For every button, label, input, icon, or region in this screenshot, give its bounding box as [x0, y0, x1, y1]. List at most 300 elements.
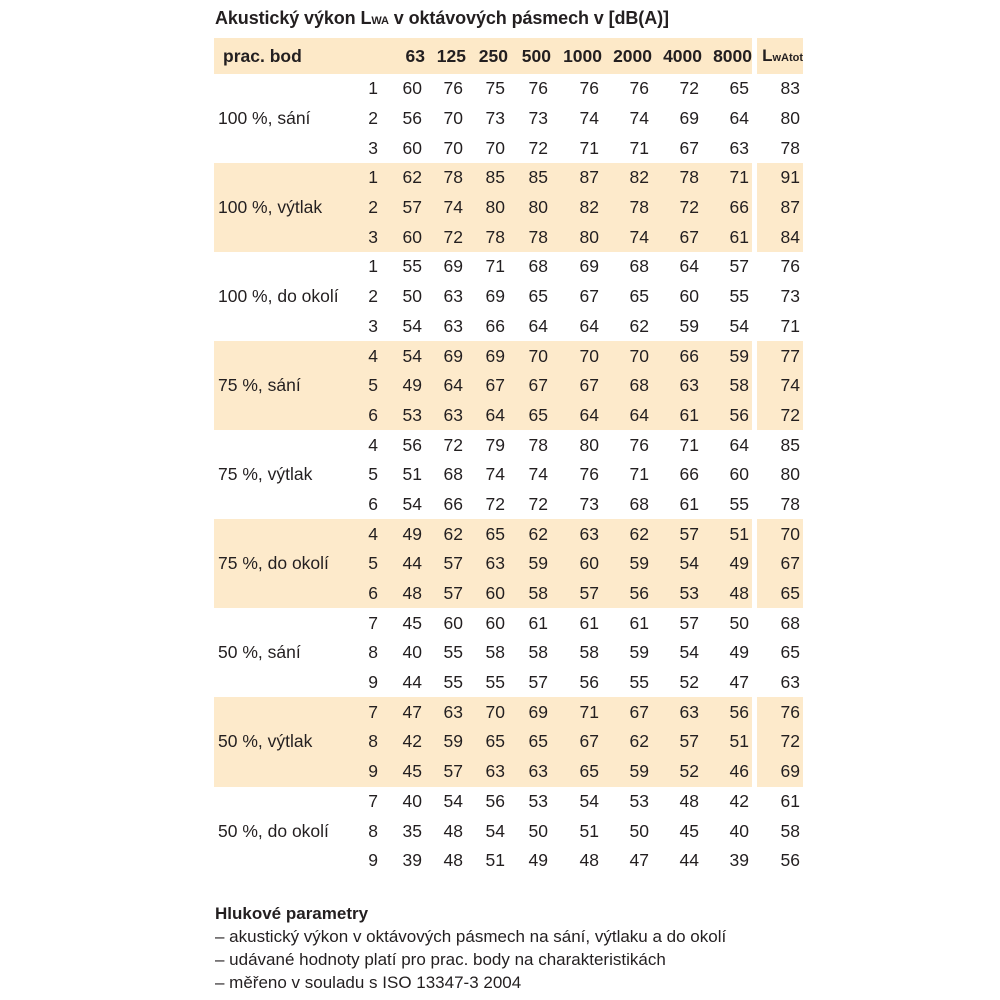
band-value-cell: 67: [679, 137, 699, 158]
work-point-number: 4: [352, 341, 382, 371]
band-value-cell: 72: [443, 434, 463, 455]
work-point-number: 3: [368, 137, 378, 158]
band-value-cell: 72: [679, 78, 699, 99]
band-value-cell: 62: [382, 163, 425, 193]
band-value-cell: 55: [402, 256, 422, 277]
total-value-cell: 77: [757, 341, 803, 371]
total-value-cell: 58: [780, 820, 800, 841]
band-value-cell: 72: [652, 193, 702, 223]
band-value-cell: 62: [508, 519, 551, 549]
row-group: [214, 163, 803, 252]
band-value-cell: 73: [528, 108, 548, 129]
row-group: [214, 74, 803, 163]
work-point-number: 8: [368, 820, 378, 841]
band-value-cell: 65: [551, 757, 602, 787]
work-point-number: 3: [352, 222, 382, 252]
band-value-cell: 48: [382, 579, 425, 609]
band-value-cell: 72: [485, 493, 505, 514]
band-value-cell: 60: [382, 222, 425, 252]
work-point-label: 50 %, sání: [218, 642, 301, 663]
band-value-cell: 56: [485, 790, 505, 811]
band-value-cell: 72: [425, 222, 466, 252]
band-value-cell: 50: [528, 820, 548, 841]
band-value-cell: 82: [602, 163, 652, 193]
band-value-cell: 80: [508, 193, 551, 223]
band-value-cell: 57: [528, 672, 548, 693]
band-value-cell: 73: [579, 493, 599, 514]
work-point-number: 9: [352, 757, 382, 787]
band-value-cell: 44: [382, 549, 425, 579]
notes-title: Hlukové parametry: [215, 904, 369, 923]
total-value-cell: 65: [757, 579, 803, 609]
work-point-number: 6: [368, 493, 378, 514]
work-point-number: 4: [352, 519, 382, 549]
total-value-cell: 78: [780, 137, 800, 158]
band-value-cell: 59: [508, 549, 551, 579]
band-value-cell: 54: [402, 315, 422, 336]
band-value-cell: 70: [551, 341, 602, 371]
table-row: [214, 608, 803, 638]
band-value-cell: 64: [602, 401, 652, 431]
band-value-cell: 64: [729, 108, 749, 129]
band-value-cell: 59: [629, 642, 649, 663]
band-value-cell: 76: [528, 78, 548, 99]
table-row: [214, 430, 803, 460]
band-value-cell: 60: [485, 612, 505, 633]
band-value-cell: 66: [679, 464, 699, 485]
band-value-cell: 55: [729, 286, 749, 307]
title-suffix: v oktávových pásmech v [dB(A)]: [388, 8, 669, 28]
band-value-cell: 67: [579, 286, 599, 307]
band-value-cell: 55: [629, 672, 649, 693]
band-value-cell: 76: [579, 78, 599, 99]
band-value-cell: 69: [485, 286, 505, 307]
work-point-number: 7: [368, 612, 378, 633]
table-title: [215, 8, 669, 29]
row-group: [214, 787, 803, 876]
work-point-number: 2: [352, 193, 382, 223]
band-value-cell: 69: [508, 697, 551, 727]
band-value-cell: 52: [652, 757, 702, 787]
band-value-cell: 47: [629, 850, 649, 871]
band-value-cell: 65: [466, 727, 508, 757]
total-value-cell: 71: [780, 315, 800, 336]
band-value-cell: 54: [402, 493, 422, 514]
band-value-cell: 63: [425, 697, 466, 727]
work-point-label: 75 %, do okolí: [214, 519, 352, 608]
band-value-cell: 71: [579, 137, 599, 158]
band-value-cell: 61: [629, 612, 649, 633]
band-value-cell: 67: [551, 727, 602, 757]
row-group: [214, 697, 803, 786]
band-value-cell: 65: [528, 286, 548, 307]
band-value-cell: 54: [579, 790, 599, 811]
band-value-cell: 63: [551, 519, 602, 549]
band-value-cell: 80: [466, 193, 508, 223]
band-value-cell: 55: [443, 642, 463, 663]
band-value-cell: 78: [602, 193, 652, 223]
band-value-cell: 56: [702, 401, 752, 431]
band-value-cell: 87: [551, 163, 602, 193]
table-row: [214, 519, 803, 549]
band-value-cell: 51: [702, 519, 752, 549]
band-value-cell: 71: [679, 434, 699, 455]
band-value-cell: 66: [443, 493, 463, 514]
header-band: 125: [425, 38, 466, 74]
band-value-cell: 59: [702, 341, 752, 371]
band-value-cell: 63: [652, 371, 702, 401]
total-value-cell: 80: [780, 464, 800, 485]
work-point-number: 7: [352, 697, 382, 727]
notes-item: – akustický výkon v oktávových pásmech na sání, výtlaku a do okolí: [215, 927, 727, 946]
title-subscript: WA: [371, 15, 389, 27]
work-point-label: 100 %, do okolí: [218, 286, 339, 307]
band-value-cell: 72: [528, 493, 548, 514]
band-value-cell: 56: [402, 108, 422, 129]
band-value-cell: 74: [629, 108, 649, 129]
band-value-cell: 63: [443, 286, 463, 307]
band-value-cell: 50: [729, 612, 749, 633]
band-value-cell: 67: [466, 371, 508, 401]
band-value-cell: 56: [402, 434, 422, 455]
total-value-cell: 67: [757, 549, 803, 579]
band-value-cell: 45: [679, 820, 699, 841]
band-value-cell: 64: [528, 315, 548, 336]
band-value-cell: 60: [402, 137, 422, 158]
work-point-number: 8: [368, 642, 378, 663]
total-value-cell: 69: [757, 757, 803, 787]
band-value-cell: 54: [485, 820, 505, 841]
total-value-cell: 68: [780, 612, 800, 633]
band-value-cell: 64: [679, 256, 699, 277]
work-point-number: 9: [368, 850, 378, 871]
work-point-number: 7: [368, 790, 378, 811]
band-value-cell: 49: [382, 519, 425, 549]
band-value-cell: 68: [443, 464, 463, 485]
band-value-cell: 71: [702, 163, 752, 193]
band-value-cell: 48: [443, 820, 463, 841]
band-value-cell: 49: [729, 642, 749, 663]
total-value-cell: 56: [780, 850, 800, 871]
band-value-cell: 63: [508, 757, 551, 787]
total-value-cell: 76: [780, 256, 800, 277]
work-point-label: 100 %, sání: [218, 108, 311, 129]
band-value-cell: 67: [652, 222, 702, 252]
band-value-cell: 74: [528, 464, 548, 485]
band-value-cell: 60: [679, 286, 699, 307]
band-value-cell: 68: [528, 256, 548, 277]
band-value-cell: 44: [679, 850, 699, 871]
header-total-prefix: L: [762, 46, 773, 65]
band-value-cell: 51: [485, 850, 505, 871]
total-value-cell: 72: [757, 727, 803, 757]
band-value-cell: 63: [729, 137, 749, 158]
band-value-cell: 69: [679, 108, 699, 129]
band-value-cell: 62: [602, 519, 652, 549]
band-value-cell: 60: [466, 579, 508, 609]
band-value-cell: 71: [629, 464, 649, 485]
band-value-cell: 39: [729, 850, 749, 871]
band-value-cell: 55: [443, 672, 463, 693]
band-value-cell: 68: [629, 256, 649, 277]
band-value-cell: 69: [443, 256, 463, 277]
band-value-cell: 40: [729, 820, 749, 841]
band-value-cell: 63: [443, 315, 463, 336]
band-value-cell: 57: [679, 612, 699, 633]
band-value-cell: 70: [443, 137, 463, 158]
band-value-cell: 74: [602, 222, 652, 252]
work-point-number: 2: [368, 108, 378, 129]
band-value-cell: 78: [425, 163, 466, 193]
row-group: [214, 430, 803, 519]
band-value-cell: 75: [485, 78, 505, 99]
band-value-cell: 40: [402, 642, 422, 663]
band-value-cell: 68: [629, 493, 649, 514]
band-value-cell: 59: [425, 727, 466, 757]
band-value-cell: 76: [629, 78, 649, 99]
band-value-cell: 65: [466, 519, 508, 549]
band-value-cell: 58: [485, 642, 505, 663]
band-value-cell: 70: [602, 341, 652, 371]
notes-section: [215, 902, 726, 994]
band-value-cell: 48: [702, 579, 752, 609]
band-value-cell: 65: [729, 78, 749, 99]
band-value-cell: 57: [425, 549, 466, 579]
band-value-cell: 57: [551, 579, 602, 609]
band-value-cell: 54: [652, 549, 702, 579]
band-value-cell: 65: [508, 401, 551, 431]
band-value-cell: 55: [485, 672, 505, 693]
total-value-cell: 63: [780, 672, 800, 693]
band-value-cell: 82: [551, 193, 602, 223]
band-value-cell: 71: [629, 137, 649, 158]
total-value-cell: 87: [757, 193, 803, 223]
band-value-cell: 56: [702, 697, 752, 727]
band-value-cell: 48: [579, 850, 599, 871]
total-value-cell: 72: [757, 401, 803, 431]
band-value-cell: 51: [402, 464, 422, 485]
band-value-cell: 67: [602, 697, 652, 727]
band-value-cell: 57: [729, 256, 749, 277]
band-value-cell: 70: [443, 108, 463, 129]
notes-item: – udávané hodnoty platí pro prac. body na charakteristikách: [215, 950, 666, 969]
total-value-cell: 74: [757, 371, 803, 401]
work-point-number: 1: [368, 256, 378, 277]
band-value-cell: 53: [652, 579, 702, 609]
work-point-number: 5: [352, 549, 382, 579]
band-value-cell: 78: [508, 222, 551, 252]
header-band: 500: [508, 38, 551, 74]
band-value-cell: 70: [466, 697, 508, 727]
band-value-cell: 60: [402, 78, 422, 99]
band-value-cell: 46: [702, 757, 752, 787]
row-group: [214, 252, 803, 341]
band-value-cell: 67: [508, 371, 551, 401]
work-point-label: 75 %, sání: [214, 341, 352, 430]
work-point-number: 5: [368, 464, 378, 485]
work-point-number: 6: [352, 579, 382, 609]
table-row: [214, 163, 803, 193]
band-value-cell: 61: [579, 612, 599, 633]
total-value-cell: 78: [780, 493, 800, 514]
header-total: [757, 38, 803, 74]
band-value-cell: 48: [679, 790, 699, 811]
band-value-cell: 70: [508, 341, 551, 371]
band-value-cell: 65: [508, 727, 551, 757]
band-value-cell: 56: [579, 672, 599, 693]
total-value-cell: 70: [757, 519, 803, 549]
band-value-cell: 64: [729, 434, 749, 455]
band-value-cell: 69: [425, 341, 466, 371]
header-band: 8000: [702, 38, 752, 74]
band-value-cell: 59: [602, 549, 652, 579]
band-value-cell: 58: [528, 642, 548, 663]
band-value-cell: 72: [528, 137, 548, 158]
band-value-cell: 73: [485, 108, 505, 129]
band-value-cell: 61: [652, 401, 702, 431]
row-group: [214, 519, 803, 608]
work-point-label: 50 %, do okolí: [218, 820, 329, 841]
band-value-cell: 60: [551, 549, 602, 579]
table-row: [214, 341, 803, 371]
band-value-cell: 55: [729, 493, 749, 514]
band-value-cell: 50: [629, 820, 649, 841]
band-value-cell: 58: [508, 579, 551, 609]
work-point-number: 8: [352, 727, 382, 757]
total-value-cell: 84: [757, 222, 803, 252]
header-band: 4000: [652, 38, 702, 74]
work-point-number: 4: [368, 434, 378, 455]
band-value-cell: 56: [602, 579, 652, 609]
band-value-cell: 50: [402, 286, 422, 307]
band-value-cell: 57: [652, 519, 702, 549]
row-group: [214, 608, 803, 697]
work-point-label: 100 %, výtlak: [214, 163, 352, 252]
table-row: [214, 787, 803, 817]
band-value-cell: 54: [729, 315, 749, 336]
acoustic-power-table: [214, 38, 803, 876]
band-value-cell: 57: [425, 579, 466, 609]
band-value-cell: 64: [425, 371, 466, 401]
total-value-cell: 61: [780, 790, 800, 811]
band-value-cell: 65: [629, 286, 649, 307]
band-value-cell: 53: [629, 790, 649, 811]
band-value-cell: 40: [402, 790, 422, 811]
band-value-cell: 80: [579, 434, 599, 455]
band-value-cell: 71: [485, 256, 505, 277]
header-band: 250: [466, 38, 508, 74]
band-value-cell: 49: [528, 850, 548, 871]
band-value-cell: 85: [508, 163, 551, 193]
header-band: 2000: [602, 38, 652, 74]
band-value-cell: 64: [466, 401, 508, 431]
band-value-cell: 78: [466, 222, 508, 252]
work-point-label: 50 %, výtlak: [214, 697, 352, 786]
total-value-cell: 83: [780, 78, 800, 99]
band-value-cell: 63: [652, 697, 702, 727]
work-point-number: 1: [368, 78, 378, 99]
band-value-cell: 60: [443, 612, 463, 633]
band-value-cell: 74: [485, 464, 505, 485]
band-value-cell: 47: [382, 697, 425, 727]
header-band: 1000: [551, 38, 602, 74]
band-value-cell: 67: [551, 371, 602, 401]
band-value-cell: 61: [702, 222, 752, 252]
band-value-cell: 57: [652, 727, 702, 757]
band-value-cell: 59: [602, 757, 652, 787]
band-value-cell: 45: [402, 612, 422, 633]
header-work-point: prac. bod: [214, 38, 382, 74]
band-value-cell: 53: [528, 790, 548, 811]
band-value-cell: 69: [579, 256, 599, 277]
total-value-cell: 76: [757, 697, 803, 727]
work-point-number: 9: [368, 672, 378, 693]
band-value-cell: 78: [652, 163, 702, 193]
band-value-cell: 74: [425, 193, 466, 223]
band-value-cell: 71: [551, 697, 602, 727]
band-value-cell: 64: [579, 315, 599, 336]
table-row: [214, 252, 803, 282]
total-value-cell: 91: [757, 163, 803, 193]
band-value-cell: 44: [402, 672, 422, 693]
band-value-cell: 54: [382, 341, 425, 371]
band-value-cell: 52: [679, 672, 699, 693]
band-value-cell: 59: [679, 315, 699, 336]
band-value-cell: 51: [579, 820, 599, 841]
work-point-number: 1: [352, 163, 382, 193]
header-band: 63: [382, 38, 425, 74]
band-value-cell: 39: [402, 850, 422, 871]
band-value-cell: 74: [579, 108, 599, 129]
band-value-cell: 85: [466, 163, 508, 193]
band-value-cell: 42: [382, 727, 425, 757]
band-value-cell: 78: [528, 434, 548, 455]
band-value-cell: 80: [551, 222, 602, 252]
header-total-subscript: wAtot: [772, 52, 803, 64]
work-point-number: 6: [352, 401, 382, 431]
work-point-number: 5: [352, 371, 382, 401]
notes-item: – měřeno v souladu s ISO 13347-3 2004: [215, 973, 522, 992]
title-prefix: Akustický výkon L: [215, 8, 372, 28]
band-value-cell: 53: [382, 401, 425, 431]
band-value-cell: 76: [443, 78, 463, 99]
band-value-cell: 63: [466, 549, 508, 579]
band-value-cell: 68: [602, 371, 652, 401]
total-value-cell: 80: [780, 108, 800, 129]
total-value-cell: 85: [780, 434, 800, 455]
band-value-cell: 45: [382, 757, 425, 787]
band-value-cell: 57: [425, 757, 466, 787]
work-point-number: 2: [368, 286, 378, 307]
band-value-cell: 54: [679, 642, 699, 663]
band-value-cell: 60: [729, 464, 749, 485]
band-value-cell: 57: [382, 193, 425, 223]
work-point-number: 3: [368, 315, 378, 336]
work-point-label: 75 %, výtlak: [218, 464, 313, 485]
table-row: [214, 74, 803, 104]
band-value-cell: 47: [729, 672, 749, 693]
band-value-cell: 62: [425, 519, 466, 549]
band-value-cell: 79: [485, 434, 505, 455]
band-value-cell: 61: [679, 493, 699, 514]
band-value-cell: 54: [443, 790, 463, 811]
band-value-cell: 70: [485, 137, 505, 158]
band-value-cell: 66: [485, 315, 505, 336]
table-header-row: [214, 38, 803, 74]
band-value-cell: 49: [382, 371, 425, 401]
band-value-cell: 58: [702, 371, 752, 401]
band-value-cell: 76: [629, 434, 649, 455]
